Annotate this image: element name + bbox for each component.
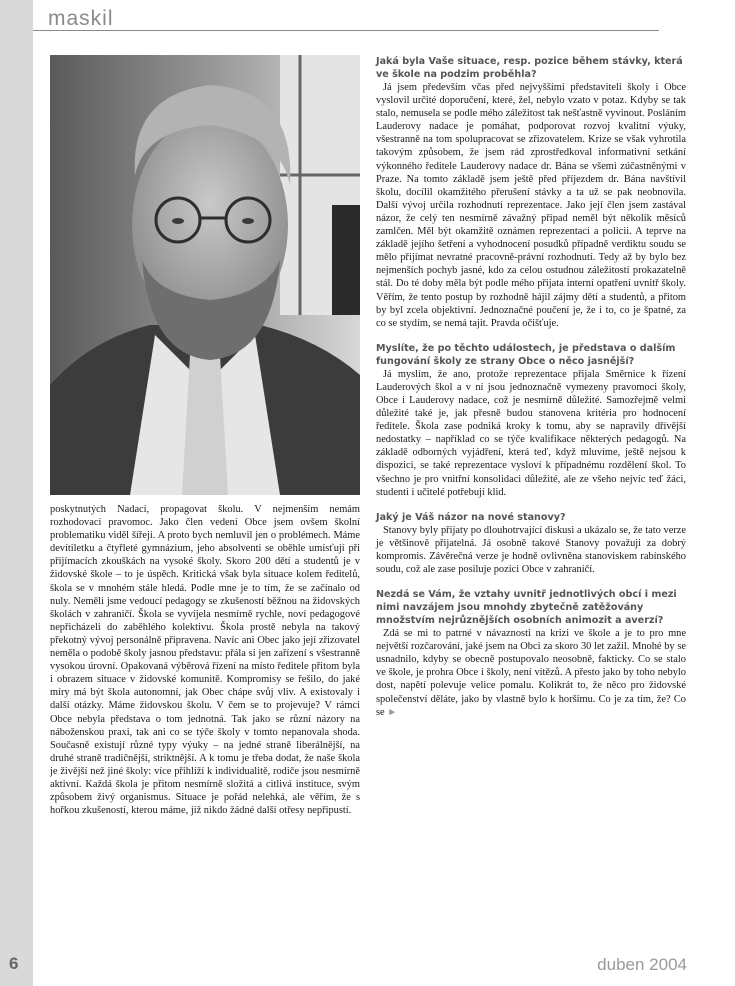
portrait-photo [50,55,360,495]
interview-answer [376,627,686,719]
issue-date: duben 2004 [597,955,687,974]
continue-arrow-icon: ► [387,706,398,718]
interview-question: Jaká byla Vaše situace, resp. pozice během stávky, která ve škole na podzim proběhla? [376,56,683,80]
right-text-column [376,55,686,719]
header-rule [33,30,659,31]
page-margin-strip [0,0,33,986]
interview-question: Jaký je Váš názor na nové stanovy? [376,511,566,523]
interview-question: Myslíte, že po těchto událostech, je představa o dalším fungování školy ze strany Obce o něco jasnější? [376,342,676,367]
interview-answer: Já myslím, že ano, protože reprezentace přijala Směrnice k řízení Lauderových škol a v ní jsou jednoznačně vymezeny pravomoci školy, Obce i Lauderovy nadace, což je nesmírně důležité. Samozřejmě velmi důležité také je, jak přesně budou stanovena kritéria pro hodnocení ředitele. Škola zase podniká kroky k tomu, aby se napravily dřívější nedostatky – například co se týče kvalifikace některých pedagogů. Na základě odborných vyjádření, která teď, když mluvíme, ještě nejsou k dispozici, se také reprezentace vysloví k případnému rozdělení škol. To všechno je pro vnitřní konsolidaci důležité, ale ze všeho nejvíc teď žáci, studenti i učitelé potřebují klid. [376,368,686,498]
interview-answer: Stanovy byly přijaty po dlouhotrvající diskusi a ukázalo se, že tato verze je většinově přijatelná. Já osobně takové Stanovy považuji za dobrý kompromis. Závěrečná verze je hodně ovlivněna stanoviskem rabínského soudu, což ale zase posiluje pozici Obce v zahraničí. [376,524,686,575]
interview-answer: Já jsem především včas před nejvyššími představiteli školy i Obce vyslovil určité doporučení, které, žel, nebylo vzato v potaz. Kdyby se tak stalo, nemusela se podle mého záležitost tak nešťastně vyvinout. Posláním Lauderovy nadace je pomáhat, podporovat rozvoj kvalitní výuky, všestranně na tom spolupracovat se zřizovatelem. Krize se však vyhrotila takovým způsobem, že jsem rád zprostředkoval informativní setkání výkonného ředitele Lauderovy nadace dr. Bána se všemi zúčastněnými v Praze. Na tomto základě jsem ještě před příjezdem dr. Bána navštívil školu, docílil okamžitého přerušení stávky a ta už se pak neobnovila. Další vývoj určila rozhodnutí reprezentace. Jako její člen jsem zastával názor, že celý ten nesmírně závažný případ neměl být několik měsíců zamlčen. Měl být okamžitě oznámen reprezentaci a policii. A teprve na základě jejího šetření a vyhodnocení posudků případně verdiktu soudu se mělo přijímat nevratné pracovně-právní rozhodnutí. Tedy až by bylo bez nejmenších pochyb jasné, kdo za celou ostudnou záležitostí prokazatelně stál. Do té doby měla být podle mého přijata interní opatření uvnitř školy. Věřím, že tento postup by rozhodně hájil zájmy dětí a studentů, a přitom by byl zcela objektivní. Jednoznačné poučení je, že i to, co je špatné, za co se stydím, se nemá tajit. Pravda očišťuje. [376,82,686,329]
article-paragraph: poskytnutých Nadací, propagovat školu. V nejmenším nemám rozhodovací pravomoc. Jako člen vedení Obce jsem ovšem školní problematiku viděl šířeji. A proto bych nemluvil jen o problémech. Máme devítiletku a čtyřleté gymnázium, jeho absolventi se oběhle umísťují při přijímacích zkouškách na vysoké školy. Skoro 200 dětí a studentů je v židovské škole – to je úspěch. Kritická však byla situace kolem ředitelů, škola se v mnohém stále hledá. Podle mne je to tím, že se začínalo od nuly. Neměli jsme vedoucí pedagogy se zkušeností běžnou na židovských školách v zahraničí. Škola se vyvíjela nesmírně rychle, noví pedagogové nepřicházeli do zaběhlého kolektivu. Škola prostě nebyla na takový překotný vývoj personálně připravena. Navíc ani Obec jako její zřizovatel neměla o podobě školy jasnou představu: přála si jen zařízení s všestranně vysokou úrovní. Opakovaná výběrová řízení na místo ředitele přitom byla i obrazem situace v židovské komunitě. Kompromisy se řešilo, do jaké míry má být škola autonomní, jak Obec chápe svůj vliv. A existovaly i další otázky. Máme židovskou školu. V čem se to projevuje? V rámci Obce nebyla představa o tom jednotná. Tak jako se různí názory na náboženskou praxi, tak ani co se týče školy v tomto nepanovala shoda. Současně existují různé typy výuky – na jedné straně liberálnější, na druhé straně tradičnější, striktnější. A k tomu je třeba dodat, že naše škola je živější než jiné školy: více přihlíží k individualitě, rodiče jsou nesmírně aktivní. Každá škola je přitom nesmírně složitá a citlivá instituce, svým způsobem živý organismus. Situace je pořád nelehká, ale věřím, že s hořkou zkušeností, kterou máme, již nikdo žádné další otřesy nepřipustí. [50,504,360,817]
answer-text: Zdá se mi to patrné v návaznosti na krizi ve škole a je to pro mne největší rozčarování, jaké jsem na Obci za skoro 30 let zažil. Mnohé by se usnadnilo, kdyby se obecně postupovalo neosobně, fakticky. Co se stalo ve škole, je prohra Obce i školy, není vítězů. A přesto jako by toho nebylo dost, napětí polevuje velice pomalu. Kolikrát to, že něco pro židovské společenství děláte, jako by vlastně bylo k horšímu. Co je za tím, že? Co se [376,628,686,718]
magazine-logo: maskil [48,7,114,30]
left-text-column [50,503,360,817]
interview-question: Nezdá se Vám, že vztahy uvnitř jednotlivých obcí i mezi nimi navzájem jsou mnohdy zbytečně zatěžovány množstvím nejrůznějších osobních animozit a averzí? [376,589,677,627]
page-number: 6 [9,954,19,973]
